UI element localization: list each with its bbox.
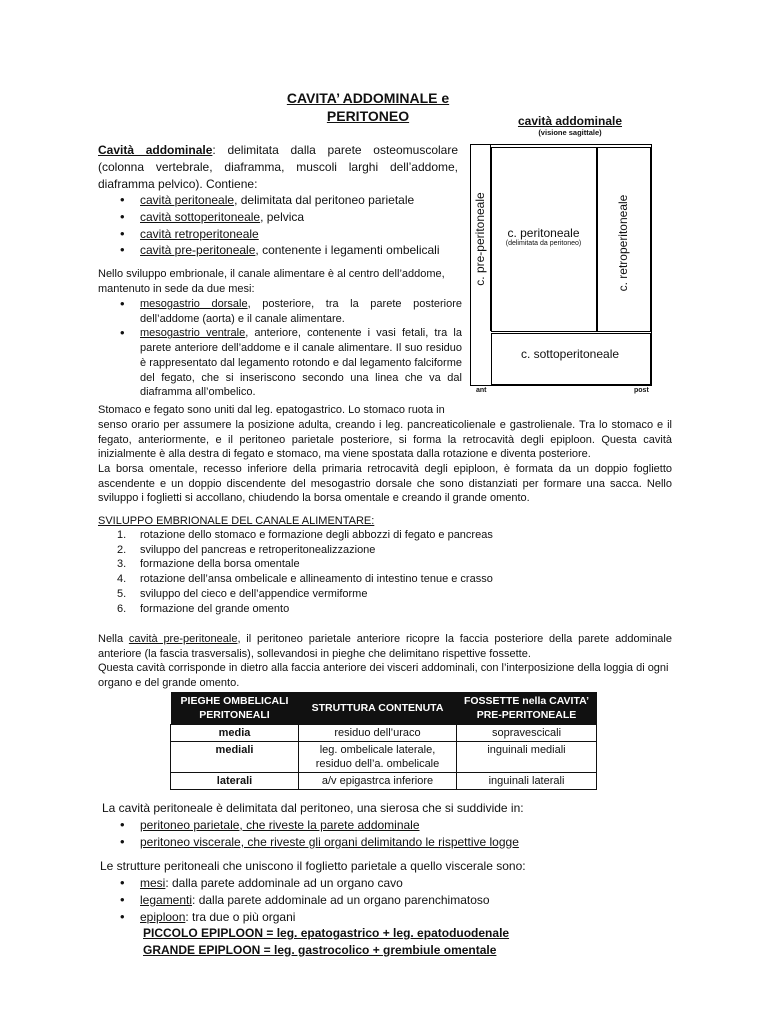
table-cell: leg. ombelicale laterale, residuo dell’a. ombelicale bbox=[299, 742, 457, 773]
list-item: • cavità sottoperitoneale, pelvica bbox=[116, 209, 466, 226]
peritoneo-intro: La cavità peritoneale è delimitata dal peritoneo, una sierosa che si suddivide in: bbox=[102, 801, 524, 815]
list-item: • cavità retroperitoneale bbox=[116, 226, 466, 243]
embryo-paragraph-3: La borsa omentale, recesso inferiore della primaria retrocavità degli epiploon, è formata da un doppio foglietto ascendente e un doppio discendente del mesogastrio dorsale che sono distanziati per formare una sacca. Nello sviluppo i foglietti si accollano, chiudendo la borsa omentale e creando il grande omento. bbox=[98, 463, 672, 505]
grande-epiploon: GRANDE EPIPLOON = leg. gastrocolico + grembiule omentale bbox=[143, 943, 497, 957]
table-header: PIEGHE OMBELICALI PERITONEALI bbox=[171, 692, 299, 725]
embryo-intro: Nello sviluppo embrionale, il canale alimentare è al centro dell’addome, mantenuto in sede da due mesi: bbox=[98, 268, 445, 295]
diagram-label-peri-main: c. peritoneale bbox=[507, 226, 580, 240]
embryo-list bbox=[116, 297, 462, 400]
diagram-title bbox=[470, 114, 670, 137]
list-item: 3. formazione della borsa omentale bbox=[117, 558, 300, 571]
list-item: • cavità peritoneale, delimitata dal peritoneo parietale bbox=[116, 192, 466, 209]
list-item: • mesi: dalla parete addominale ad un organo cavo bbox=[116, 875, 656, 892]
embryo-paragraph-1: Stomaco e fegato sono uniti dal leg. epatogastrico. Lo stomaco ruota in bbox=[98, 404, 445, 416]
diagram-label-retro: c. retroperitoneale bbox=[616, 194, 630, 292]
table-row bbox=[171, 773, 597, 790]
diagram-label-post: post bbox=[634, 387, 649, 394]
list-item: • mesogastrio dorsale, posteriore, tra la parete posteriore dell’addome (aorta) e il canale alimentare. bbox=[116, 297, 462, 326]
strutture-intro: Le strutture peritoneali che uniscono il foglietto parietale a quello viscerale sono: bbox=[100, 859, 526, 873]
pieghe-table bbox=[170, 692, 597, 790]
peritoneo-list bbox=[116, 817, 656, 851]
sviluppo-heading: SVILUPPO EMBRIONALE DEL CANALE ALIMENTARE: bbox=[98, 515, 375, 527]
intro-list bbox=[116, 192, 466, 259]
table-cell: inguinali mediali bbox=[457, 742, 597, 773]
intro-paragraph bbox=[98, 142, 458, 192]
intro-text: : delimitata dalla parete osteomuscolare (colonna vertebrale, diaframma, muscoli larghi dell’addome, diaframma pelvico). Contiene: bbox=[98, 143, 458, 191]
intro-term: Cavità addominale bbox=[98, 143, 213, 157]
table-cell: mediali bbox=[171, 742, 299, 773]
diagram-label-pre: c. pre-peritoneale bbox=[473, 192, 487, 286]
diagram-label-peri bbox=[491, 226, 596, 247]
list-item: • peritoneo viscerale, che riveste gli organi delimitando le rispettive logge bbox=[116, 834, 656, 851]
table-header: STRUTTURA CONTENUTA bbox=[299, 692, 457, 725]
piccolo-epiploon: PICCOLO EPIPLOON = leg. epatogastrico + leg. epatoduodenale bbox=[143, 926, 510, 940]
diagram-subtitle: (visione sagittale) bbox=[538, 128, 602, 137]
list-item: • legamenti: dalla parete addominale ad un organo parenchimatoso bbox=[116, 892, 656, 909]
diagram-label-ant: ant bbox=[476, 387, 487, 394]
list-item: 6. formazione del grande omento bbox=[117, 602, 290, 615]
prepara-paragraph-2: Questa cavità corrisponde in dietro alla faccia anteriore dei visceri addominali, con l’interposizione della loggia di ogni organo e del grande omento. bbox=[98, 662, 669, 689]
table-cell: sopravescicali bbox=[457, 725, 597, 742]
list-item: • epiploon: tra due o più organi bbox=[116, 909, 656, 926]
list-item: • mesogastrio ventrale, anteriore, contenente i vasi fetali, tra la parete anteriore dell’addome e il canale alimentare. Il suo residuo è rappresentato dal legamento rotondo e dal legamento falciforme del fegato, che si inseriscono secondo una linea che va dal diaframma all’ombelico. bbox=[116, 326, 462, 400]
table-row bbox=[171, 725, 597, 742]
table-cell: a/v epigastrca inferiore bbox=[299, 773, 457, 790]
list-item: 4. rotazione dell’ansa ombelicale e allineamento di intestino tenue e crasso bbox=[117, 573, 493, 586]
table-cell: media bbox=[171, 725, 299, 742]
table-header-row bbox=[171, 692, 597, 725]
list-item: 5. sviluppo del cieco e dell’appendice vermiforme bbox=[117, 587, 368, 600]
diagram-title-text: cavità addominale bbox=[517, 114, 623, 128]
embryo-paragraph-2: senso orario per assumere la posizione adulta, creando i leg. pancreaticolienale e gastrolienale. Tra lo stomaco e il fegato, anteriormente, e il peritoneo parietale posteriore, si forma la retrocavità degli epiploon. Questa cavità inizialmente è alla destra di fegato e stomaco, ma viene spostata dalla rotazione e diventa posteriore. bbox=[98, 419, 672, 461]
list-item: • cavità pre-peritoneale, contenente i legamenti ombelicali bbox=[116, 242, 466, 259]
title-line-1: CAVITA’ ADDOMINALE e bbox=[286, 90, 450, 106]
list-item: • peritoneo parietale, che riveste la parete addominale bbox=[116, 817, 656, 834]
table-cell: residuo dell’uraco bbox=[299, 725, 457, 742]
sviluppo-list bbox=[112, 528, 612, 616]
list-item: 1. rotazione dello stomaco e formazione degli abbozzi di fegato e pancreas bbox=[117, 529, 493, 541]
prepara-paragraph: Nella cavità pre-peritoneale, il peritoneo parietale anteriore ricopre la faccia posteriore della parete addominale anteriore (la fascia trasversalis), sollevandosi in pieghe che delimitano rispettive fossette. bbox=[98, 633, 672, 660]
table-header: FOSSETTE nella CAVITA’ PRE-PERITONEALE bbox=[457, 692, 597, 725]
strutture-list bbox=[116, 875, 656, 925]
table-row bbox=[171, 742, 597, 773]
page-title bbox=[268, 89, 468, 125]
table-cell: laterali bbox=[171, 773, 299, 790]
diagram-label-sotto: c. sottoperitoneale bbox=[520, 347, 620, 361]
diagram-label-peri-sub: (delimitata da peritoneo) bbox=[505, 240, 582, 247]
table-cell: inguinali laterali bbox=[457, 773, 597, 790]
list-item: 2. sviluppo del pancreas e retroperitonealizzazione bbox=[117, 543, 376, 556]
title-line-2: PERITONEO bbox=[326, 108, 410, 124]
